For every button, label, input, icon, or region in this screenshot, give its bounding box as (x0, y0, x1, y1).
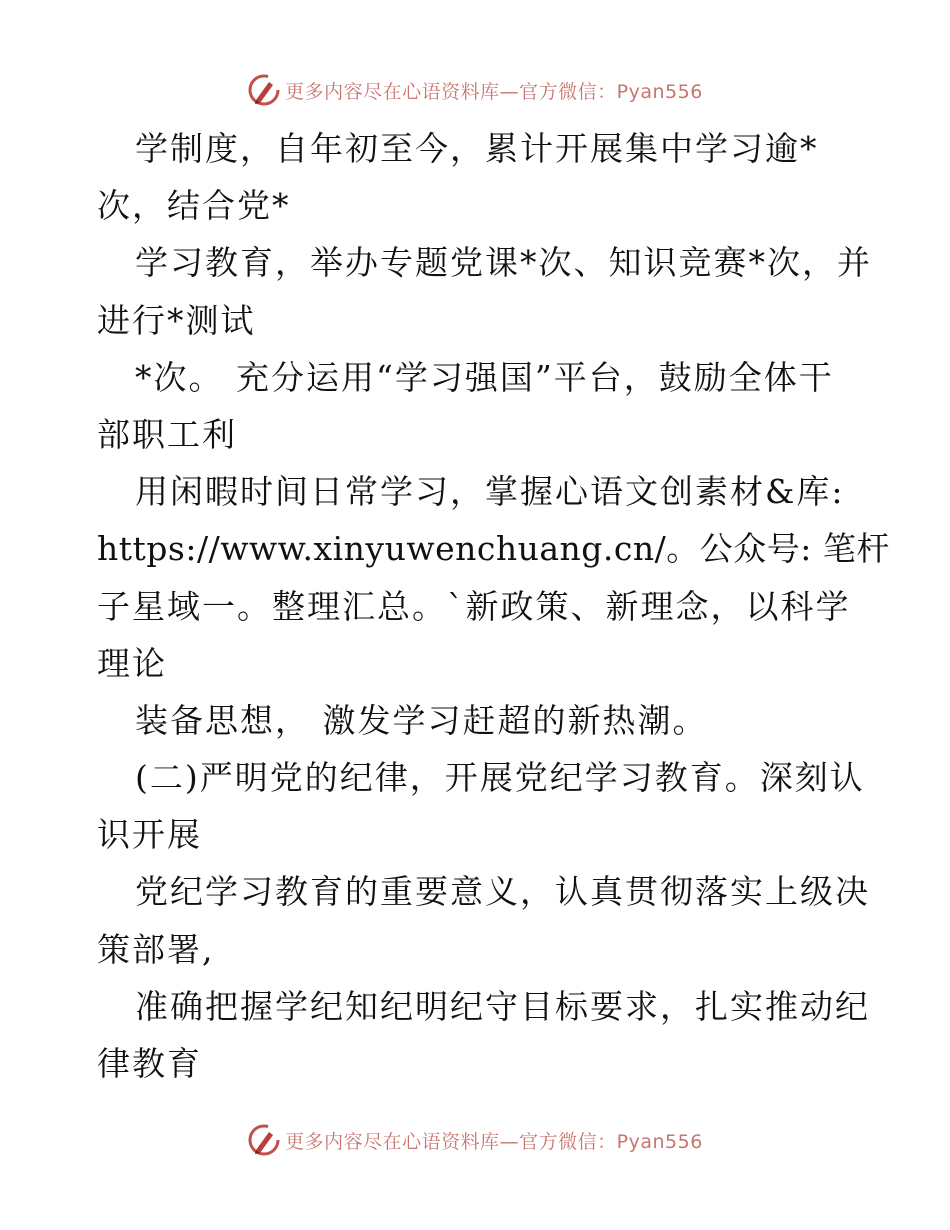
body-line: 律教育 (97, 1044, 202, 1083)
footer-banner (0, 1120, 950, 1160)
body-line: 学制度，自年初至今，累计开展集中学习逾* (135, 129, 819, 168)
body-line: 策部署, (97, 929, 215, 969)
pen-logo-icon (247, 1123, 281, 1157)
body-line: 进行*测试 (97, 300, 256, 340)
header-banner-text: 更多内容尽在心语资料库—官方微信：Pyan556 (285, 80, 703, 103)
pen-logo-icon (247, 73, 281, 107)
body-line: 学习教育，举办专题党课*次、知识竞赛*次，并 (135, 243, 872, 283)
body-line: 识开展 (97, 815, 202, 855)
body-line: 子星域一。整理汇总。`新政策、新理念，以科学 (97, 586, 851, 626)
body-line: 装备思想， 激发学习赶超的新热潮。 (135, 700, 708, 740)
body-line: *次。 充分运用“学习强国”平台，鼓励全体干 (135, 357, 834, 397)
footer-banner-text: 更多内容尽在心语资料库—官方微信：Pyan556 (285, 1130, 703, 1153)
body-line: 用闲暇时间日常学习，掌握心语文创素材&库: (135, 472, 845, 512)
body-line: 部职工利 (97, 414, 237, 454)
document-body (97, 120, 890, 1092)
body-line: 准确把握学纪知纪明纪守目标要求，扎实推动纪 (135, 986, 870, 1026)
body-line: 理论 (97, 643, 167, 683)
header-banner (0, 70, 950, 110)
body-line: 次，结合党* (97, 186, 291, 226)
body-line: https://www.xinyuwenchuang.cn/。公众号: 笔杆 (97, 529, 890, 569)
body-line: (二)严明党的纪律，开展党纪学习教育。深刻认 (135, 758, 865, 798)
body-line: 党纪学习教育的重要意义，认真贯彻落实上级决 (135, 872, 870, 912)
